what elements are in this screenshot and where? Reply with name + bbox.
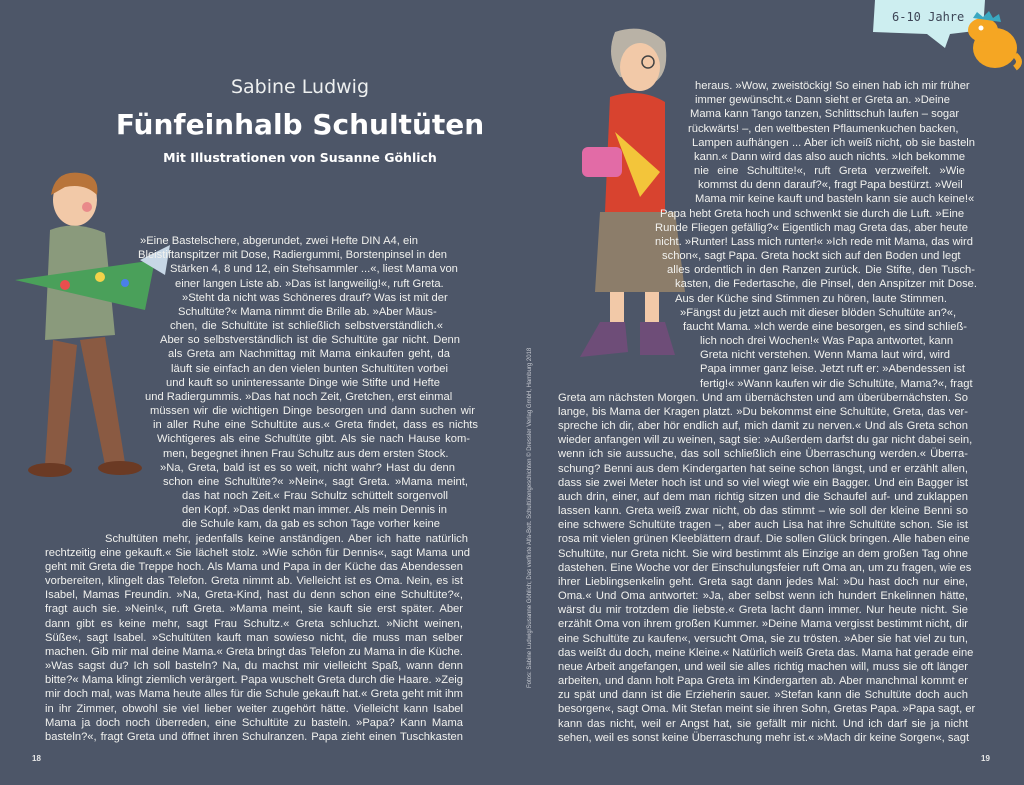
- text-line: Aber so selbstverständlich ist die Schultüte gar nicht. Denn: [160, 334, 460, 347]
- text-line: sehen, weil es sonst keine Überraschung mehr ist.« »Mach dir keine Sorgen«, sagt: [558, 731, 970, 744]
- text-line: kommst du denn darauf?«, fragt Papa bestürzt. »Weil: [698, 179, 963, 192]
- text-line: Süße«, sagt Isabel. »Schultüten kauft man sowieso nicht, die muss man selber: [45, 631, 463, 644]
- text-line: kann.« Dann wird das also auch nichts. »Ich bekomme: [694, 150, 966, 163]
- text-line: »Eine Bastelschere, abgerundet, zwei Hefte DIN A4, ein: [140, 235, 418, 247]
- text-line: eine schwere Schultüte tragen –, aber auch Lisa hat ihre Schultüte schon. Sie ist: [558, 519, 968, 532]
- text-line: zu spät und dann ist die Erzieherin sauer. »Stefan kann die Schultüte doch auch: [558, 689, 968, 702]
- text-line: lassen kann. Greta weiß zwar nicht, ob das stimmt – wie soll der kleine Benni so: [558, 505, 968, 518]
- text-line: »Was sagst du? Ich soll basteln? Na, du machst mir vielleicht Spaß, wann denn: [45, 660, 463, 673]
- text-line: wenn ich sie aussuche, das soll schließlich eine Überraschung werden.« Überra-: [558, 448, 968, 461]
- text-line: geht mit Greta die Treppe hoch. Als Mama und Papa in der Küche das Abendessen: [45, 560, 463, 573]
- text-line: ihrer Lieblingsenkelin geht. Greta sagt dann jedes Mal: »Du hast doch nur eine,: [558, 575, 968, 588]
- text-line: lange, bis Mama der Kragen platzt. »Du bekommst eine Schultüte, Greta, das ver-: [558, 405, 968, 418]
- author-name: Sabine Ludwig: [230, 76, 370, 98]
- text-line: vorbereiten, klingelt das Telefon. Greta nimmt ab. Vielleicht ist es Oma. Nein, es ist: [45, 575, 463, 588]
- text-line: wärst du mir trotzdem die liebste.« Greta lacht dann immer. Nur heute nicht. Sie: [558, 604, 968, 617]
- text-line: chen, die Schultüte ist schließlich selbstverständlich.«: [170, 320, 443, 333]
- text-line: wieder anfangen will zu weinen, sagt sie: »Außerdem darfst du gar nicht dabei sein,: [558, 434, 973, 447]
- text-line: läuft sie einfach an den vielen bunten Schultüten vorbei: [171, 362, 448, 375]
- text-line: rechtzeitig eine gekauft.« Sie lächelt stolz. »Wie schön für Dennis«, sagt Mama und: [45, 546, 470, 559]
- text-line: kasten, die Federtasche, die Pinsel, den Anspitzer mit Dose.: [675, 278, 977, 291]
- text-line: heraus. »Wow, zweistöckig! So einen hab ich mir früher: [695, 80, 970, 92]
- text-line: nie eine Schultüte!«, ruft Greta verzweifelt. »Wie: [694, 165, 965, 178]
- text-line: Wichtigeres als eine Schultüte gibt. Als sie nach Hause kom-: [157, 433, 470, 446]
- text-line: »Fängst du jetzt auch mit dieser blöden Schultüte an?«,: [680, 306, 957, 319]
- text-line: dann gibt es keine mehr, sagt Frau Schultz.« Greta schluchzt. »Nicht weinen,: [45, 617, 463, 630]
- text-line: erzählt Oma von ihrem großen Kummer. »Deine Mama vergisst bestimmt nicht, dir: [558, 618, 968, 631]
- text-line: Aus der Küche sind Stimmen zu hören, laute Stimmen.: [675, 292, 947, 305]
- text-line: spreche ich dir, aber hör endlich auf, mich damit zu nerven.« Und als Greta schon: [558, 420, 968, 433]
- text-line: neue Arbeit angefangen, und weil sie alles richtig machen will, muss sie oft länger: [558, 660, 968, 673]
- text-line: dass sie zwei Meter hoch ist und so viel wiegt wie ein Bagger. Und ein Bagger ist: [558, 476, 968, 489]
- text-line: Schultüte?« Mama nimmt die Brille ab. »Aber Mäus-: [178, 305, 437, 318]
- text-line: arbeiten, und dann holt Papa Greta im Kindergarten ab. Aber manchmal kommt er: [558, 675, 968, 688]
- text-line: Schultüten mehr, jedenfalls keine anständigen. Aber ich hatte natürlich: [105, 532, 468, 545]
- text-line: Greta nicht verstehen. Wenn Mama laut wird, wird: [700, 349, 950, 362]
- text-line: eine Schultüte zu kaufen«, versucht Oma, sie zu trösten. »Aber sie hat viel zu tun,: [558, 632, 968, 645]
- text-line: Runde Fliegen gefällig?« Eigentlich mag Greta das, aber heute: [655, 221, 968, 234]
- text-line: besorgen«, sagt Oma. Mit Stefan meint sie ihren Sohn, Gretas Papa. »Papa sagt, er: [558, 703, 976, 716]
- dinosaur-icon: [968, 11, 1019, 68]
- text-line: Greta am nächsten Morgen. Und am übernächsten und am überübernächsten. So: [558, 391, 968, 404]
- text-line: das weißt du doch, meine Kleine.« Natürlich weiß Greta das. Mama hat gerade eine: [558, 646, 974, 659]
- text-line: schon«, sagt Papa. Greta hockt sich auf den Boden und legt: [662, 250, 961, 263]
- boy-illustration: [5, 165, 185, 505]
- text-line: mir doch mal, was Mama heute alles für die Schule gekauft hat.« Greta geht mit ihm: [45, 688, 463, 701]
- text-line: einer langen Liste ab. »Das ist langweilig!«, ruft Greta.: [175, 277, 444, 290]
- text-line: Mama mir keine kauft und basteln kann sie auch keine!«: [695, 193, 975, 206]
- age-range-badge: 6-10 Jahre: [892, 10, 965, 24]
- page-number-right: 19: [981, 754, 990, 763]
- text-line: bitte?« Mama klingt ziemlich verärgert. Papa wuschelt Greta durch die Haare. »Zeig: [45, 674, 463, 687]
- text-line: dastehen. Eine Woche vor der Einschulungsfeier ruft Oma an, um zu fragen, wie es: [558, 561, 972, 574]
- text-line: nicht. »Runter! Lass mich runter!« »Ich rede mit Mama, das wird: [655, 235, 973, 248]
- text-line: den Kopf. »Das denkt man immer. Als mein Dennis in: [182, 504, 447, 517]
- text-line: »Na, Greta, bald ist es so weit, nicht wahr? Hast du denn: [160, 461, 455, 474]
- text-line: als Greta am Nachmittag mit Mama einkaufen geht, da: [168, 348, 450, 361]
- text-line: lich noch drei Wochen!« Was Papa antwortet, kann: [700, 335, 954, 348]
- text-line: alles ordentlich in den Ranzen zurück. Die Stifte, den Tusch-: [667, 264, 975, 277]
- text-line: »Steht da nicht was Schöneres drauf? Was ist mit der: [182, 291, 448, 304]
- text-line: schung? Benni aus dem Kindergarten hat seine schon längst, und er erzählt allen,: [558, 462, 968, 475]
- text-line: faucht Mama. »Ich werde eine besorgen, es sind schließ-: [683, 320, 967, 333]
- text-line: müssen wir die wichtigen Dinge besorgen und dann suchen wir: [150, 405, 475, 418]
- text-line: das hat noch Zeit.« Frau Schultz schüttelt sorgenvoll: [182, 490, 448, 503]
- text-line: rosa mit vielen grünen Kleeblättern drauf. Die sollen Glück bringen. Alle haben eine: [558, 533, 970, 546]
- text-line: auch drin, einer, auf dem man richtig sitzen und die Schaufel auf- und zuklappen: [558, 490, 968, 503]
- text-line: men, begegnet ihnen Frau Schultz aus dem ersten Stock.: [163, 447, 449, 460]
- text-line: Mama ja doch noch überreden, eine Schultüte zu basteln. »Papa? Kann Mama: [45, 716, 463, 729]
- text-line: die Schule kam, da gab es schon Tage vorher keine: [182, 518, 440, 531]
- story-title: Fünfeinhalb Schultüten: [115, 108, 485, 141]
- text-line: basteln?«, fragt Greta und öffnet ihren Schulranzen. Papa zieht einen Tuschkasten: [45, 730, 463, 743]
- text-line: Mama kann Tango tanzen, Schlittschuh laufen – sogar: [690, 108, 960, 121]
- text-line: Isabel, Mamas Freundin. »Na, Greta-Kind, hast du denn schon eine Schultüte?«,: [45, 589, 463, 602]
- text-line: fragt auch sie. »Nein!«, ruft Greta. »Mama meint, sie kauft sie erst später. Aber: [45, 603, 463, 616]
- text-line: Papa hebt Greta hoch und schwenkt sie durch die Luft. »Eine: [660, 207, 965, 220]
- text-line: schon eine Schultüte?« »Nein«, sagt Greta. »Mama meint,: [163, 475, 468, 488]
- text-line: kann das nicht, weil er Angst hat, sie gefällt mir nicht. Und ich darf sie ja nicht: [558, 717, 968, 730]
- text-line: in ihr Zimmer, obwohl sie viel lieber weiter zugehört hätte. Vielleicht kann Isabel: [45, 702, 463, 715]
- text-line: und kauft so uninteressante Dinge wie Stifte und Hefte: [166, 376, 440, 389]
- text-line: Papa immer ganz leise. Jetzt ruft er: »Abendessen ist: [700, 363, 965, 376]
- photo-copyright-credit: Fotos: Sabine Ludwig/Susanne Göhlich; Das verflixte Alfa-Bett. Schultütengeschichten © Dressler Verlag GmbH, Hamburg 2018: [527, 347, 533, 688]
- text-line: immer gewünscht.« Dann sieht er Greta an. »Deine: [695, 94, 950, 107]
- page-number-left: 18: [32, 754, 41, 763]
- text-line: Stärken 4, 8 und 12, ein Stehsammler ...«, liest Mama von: [170, 263, 458, 276]
- text-line: Oma.« Und Oma antwortet: »Ja, aber selbst wenn ich hundert Enkelinnen hätte,: [558, 590, 968, 603]
- text-line: Lampen aufhängen ... Aber ich weiß nicht, ob sie basteln: [692, 136, 975, 149]
- text-line: fertig!« »Wann kaufen wir die Schultüte, Mama?«, fragt: [700, 377, 973, 390]
- text-line: in aller Ruhe eine Schultüte aus.« Greta findet, dass es nichts: [153, 419, 478, 432]
- illustrator-credit: Mit Illustrationen von Susanne Göhlich: [163, 150, 437, 165]
- text-line: Bleistiftanspitzer mit Dose, Radiergummi, Borstenpinsel in den: [138, 249, 448, 262]
- text-line: rückwärts! –, den weltbesten Pflaumenkuchen backen,: [688, 122, 959, 135]
- text-line: und Radiergummis. »Das hat noch Zeit, Gretchen, erst einmal: [145, 390, 453, 403]
- text-line: machen. Gib mir mal deine Mama.« Greta bringt das Telefon zu Mama in die Küche.: [45, 645, 463, 658]
- text-line: Schultüte, nur Greta nicht. Sie wird bestimmt als Einzige an dem großen Tag ohne: [558, 547, 968, 560]
